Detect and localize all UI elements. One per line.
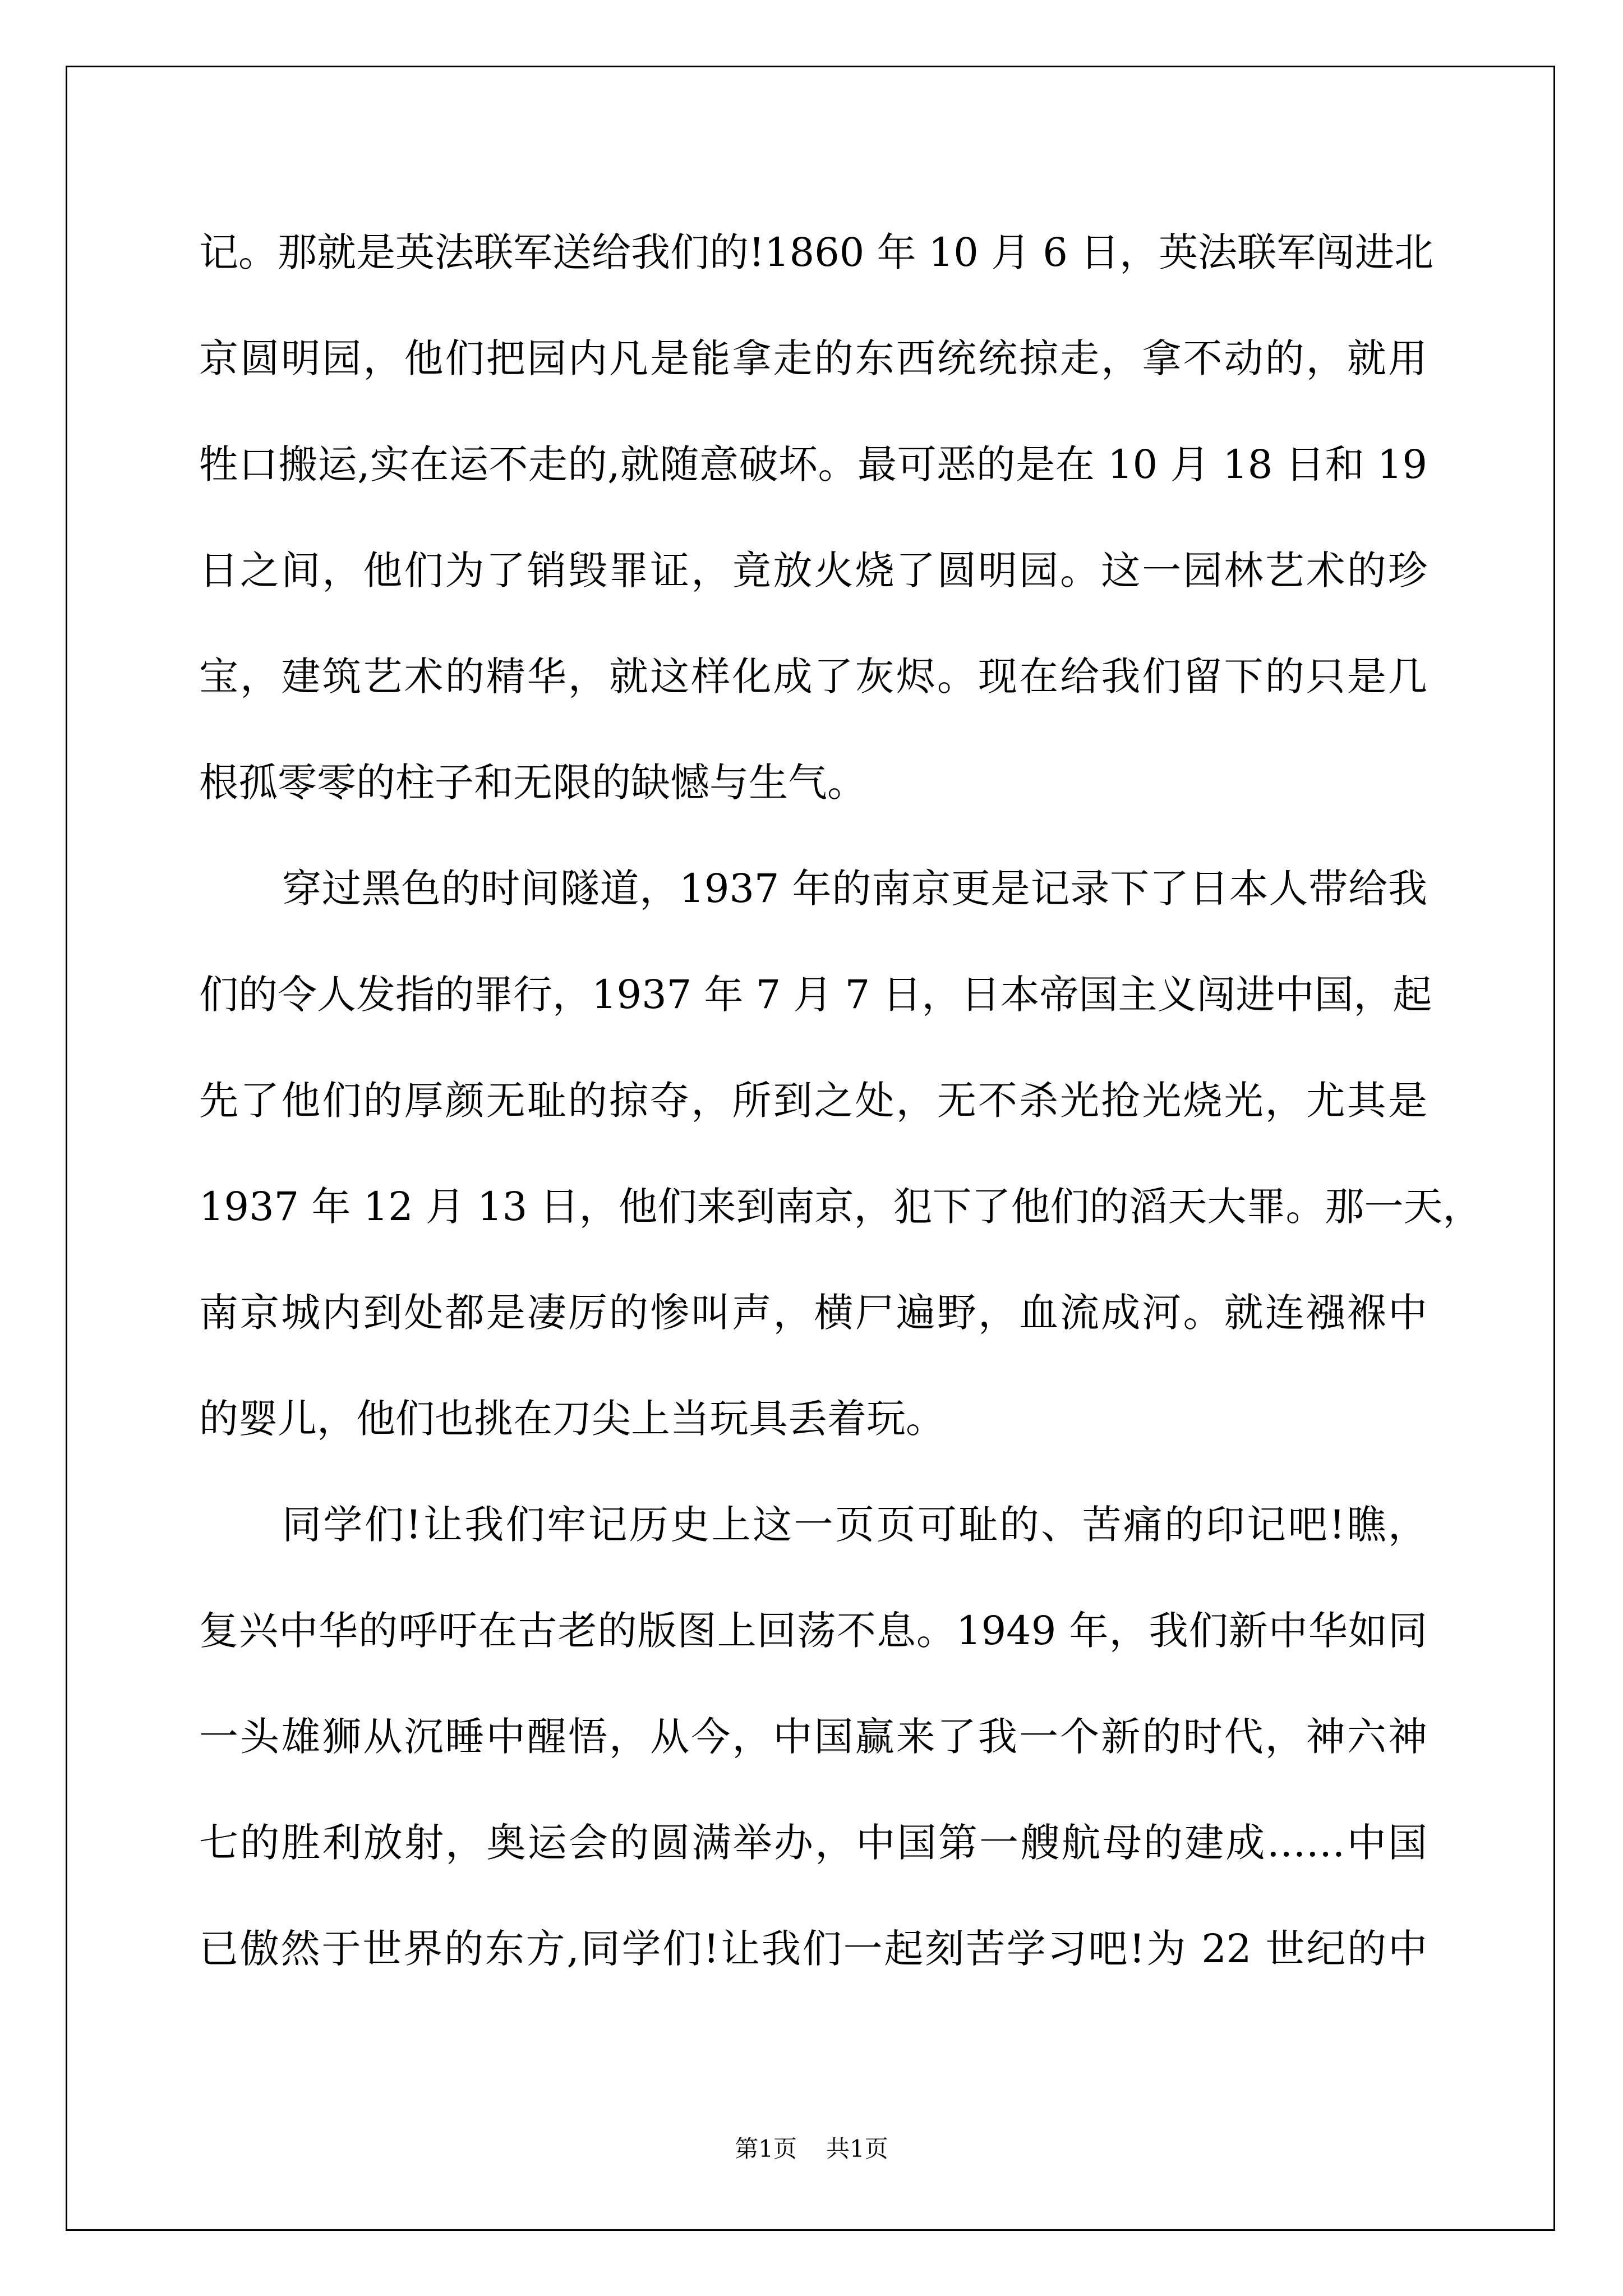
text-line: 南京城内到处都是凄厉的惨叫声，横尸遍野，血流成河。就连襁褓中	[199, 1290, 1427, 1336]
text-line: 日之间，他们为了销毁罪证，竟放火烧了圆明园。这一园林艺术的珍	[199, 547, 1427, 593]
text-line: 已傲然于世界的东方,同学们!让我们一起刻苦学习吧!为 22 世纪的中	[199, 1926, 1427, 1972]
text-line: 们的令人发指的罪行，1937 年 7 月 7 日，日本帝国主义闯进中国，起	[199, 972, 1432, 1018]
text-line: 记。那就是英法联军送给我们的!1860 年 10 月 6 日，英法联军闯进北	[199, 229, 1434, 275]
text-line: 一头雄狮从沉睡中醒悟，从今，中国赢来了我一个新的时代，神六神	[199, 1714, 1427, 1760]
text-line: 京圆明园，他们把园内凡是能拿走的东西统统掠走，拿不动的，就用	[199, 335, 1427, 381]
page-number-total: 共1页	[826, 2135, 888, 2162]
page-number-current: 第1页	[735, 2135, 797, 2162]
text-line: 1937 年 12 月 13 日，他们来到南京，犯下了他们的滔天大罪。那一天，	[199, 1184, 1482, 1230]
text-line-paragraph-start: 穿过黑色的时间隧道，1937 年的南京更是记录下了日本人带给我	[282, 866, 1427, 912]
page-footer	[0, 2134, 1623, 2164]
text-line-paragraph-end: 根孤零零的柱子和无限的缺憾与生气。	[199, 760, 866, 806]
text-line: 宝，建筑艺术的精华，就这样化成了灰烬。现在给我们留下的只是几	[199, 654, 1427, 700]
text-line: 七的胜利放射，奥运会的圆满举办，中国第一艘航母的建成……中国	[199, 1820, 1427, 1866]
text-line-paragraph-start: 同学们!让我们牢记历史上这一页页可耻的、苦痛的印记吧!瞧，	[282, 1502, 1427, 1548]
text-line: 先了他们的厚颜无耻的掠夺，所到之处，无不杀光抢光烧光，尤其是	[199, 1078, 1427, 1124]
text-line-paragraph-end: 的婴儿，他们也挑在刀尖上当玩具丢着玩。	[199, 1396, 945, 1442]
text-line: 复兴中华的呼吁在古老的版图上回荡不息。1949 年，我们新中华如同	[199, 1608, 1427, 1654]
document-body	[199, 218, 1482, 2020]
text-line: 牲口搬运,实在运不走的,就随意破坏。最可恶的是在 10 月 18 日和 19	[199, 441, 1427, 487]
